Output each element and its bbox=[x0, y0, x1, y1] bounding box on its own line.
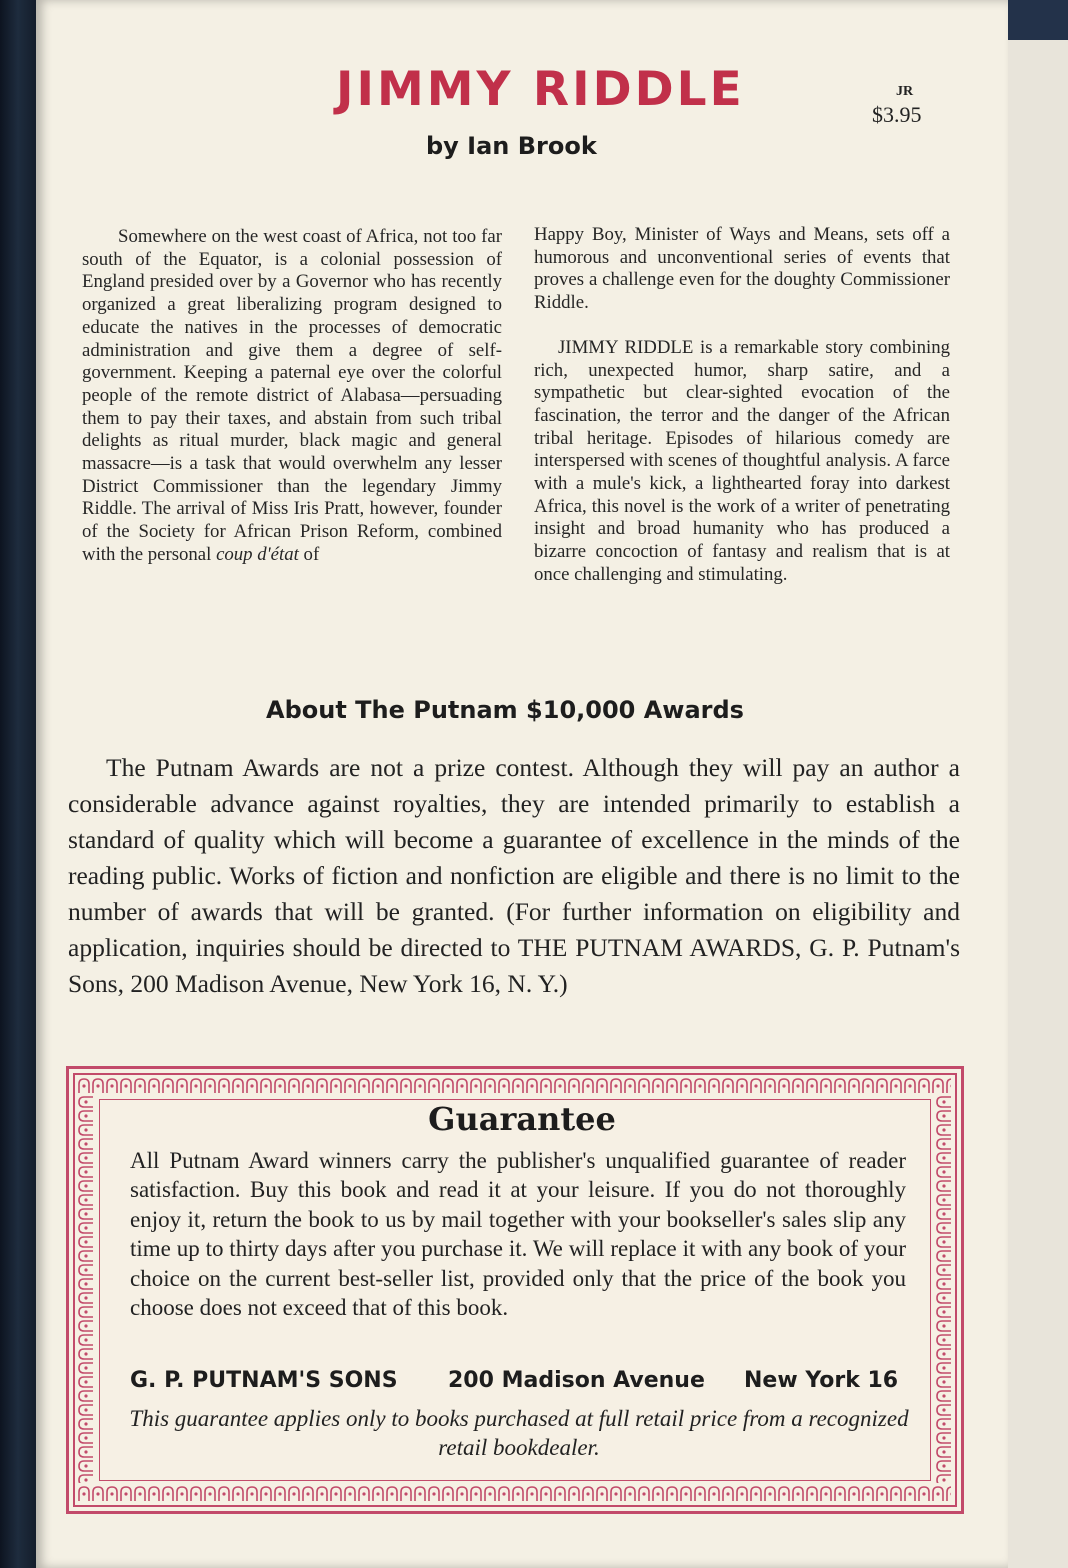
blurb-left-column bbox=[82, 226, 502, 567]
author-byline: by Ian Brook bbox=[426, 132, 597, 160]
blurb-text-end: of bbox=[303, 543, 320, 565]
price-label: $3.95 bbox=[872, 102, 922, 127]
blurb-italic-phrase: coup d'état bbox=[216, 543, 299, 565]
publisher-address: 200 Madison Avenue bbox=[448, 1368, 705, 1393]
blurb-text: Somewhere on the west coast of Africa, not too far south of the Equator, is a colonial possession of England presided over by a Governor who has recently organized a great liberalizing program designed to educate the natives in the processes of democratic administration and give them a degree of self-government. Keeping a paternal eye over the colorful people of the remote district of Alabasa—persuading them to pay their taxes, and abstain from such tribal delights as ritual murder, black magic and general massacre—is a task that would overwhelm any lesser District Commissioner than the legendary Jimmy Riddle. The arrival of Miss Iris Pratt, however, founder of the Society for African Prison Reform, combined with the personal bbox=[82, 226, 502, 565]
guarantee-note: This guarantee applies only to books purchased at full retail price from a recognized retail bookdealer. bbox=[129, 1406, 909, 1460]
jacket-code: JR bbox=[896, 84, 914, 99]
ornament-border-bottom bbox=[77, 1485, 951, 1503]
blurb-continuation: Happy Boy, Minister of Ways and Means, sets off a humorous and unconventional series of events that proves a challenge even for the doughty Commissioner Riddle. bbox=[534, 224, 950, 314]
dust-jacket-flap bbox=[36, 0, 1008, 1568]
book-title: JIMMY RIDDLE bbox=[336, 62, 745, 117]
publisher-city: New York 16 bbox=[744, 1368, 899, 1393]
back-cover-board bbox=[1008, 0, 1068, 1568]
ornament-border-top bbox=[77, 1077, 951, 1095]
guarantee-title: Guarantee bbox=[428, 1100, 616, 1138]
awards-heading: About The Putnam $10,000 Awards bbox=[266, 696, 744, 724]
awards-description: The Putnam Awards are not a prize contest. Although they will pay an author a considerable advance against royalties, they are intended primarily to establish a standard of quality which will become a guarantee of excellence in the minds of the reading public. Works of fiction and nonfiction are eligible and there is no limit to the number of awards that will be granted. (For further information on eligibility and application, inquiries should be directed to THE PUTNAM AWARDS, G. P. Putnam's Sons, 200 Madison Avenue, New York 16, N. Y.) bbox=[68, 753, 960, 998]
ornament-border-right bbox=[935, 1095, 953, 1483]
cover-cloth-edge bbox=[1008, 0, 1068, 40]
publisher-name: G. P. PUTNAM'S SONS bbox=[130, 1368, 398, 1393]
blurb-right-column bbox=[534, 224, 950, 587]
blurb-paragraph bbox=[82, 226, 502, 567]
ornament-border-left bbox=[77, 1095, 95, 1483]
blurb-summary-paragraph: JIMMY RIDDLE is a remarkable story combining rich, unexpected humor, sharp satire, and a sympathetic but clear-sighted evocation of the fascination, the terror and the danger of the African tribal heritage. Episodes of hilarious comedy are interspersed with scenes of thoughtful analysis. A farce with a mule's kick, a lighthearted foray into darkest Africa, this novel is the work of a writer of penetrating insight and broad humanity who has produced a bizarre concoction of fantasy and realism that is at once challenging and stimulating. bbox=[534, 336, 950, 585]
guarantee-text: All Putnam Award winners carry the publisher's unqualified guarantee of reader satisfaction. Buy this book and read it at your leisure. If you do not thoroughly enjoy it, return the book to us by mail together with your bookseller's sales slip any time up to thirty days after you purchase it. We will replace it with any book of your choice on the current best-seller list, provided only that the price of the book you choose does not exceed that of this book. bbox=[130, 1148, 906, 1321]
book-spine bbox=[0, 0, 40, 1568]
